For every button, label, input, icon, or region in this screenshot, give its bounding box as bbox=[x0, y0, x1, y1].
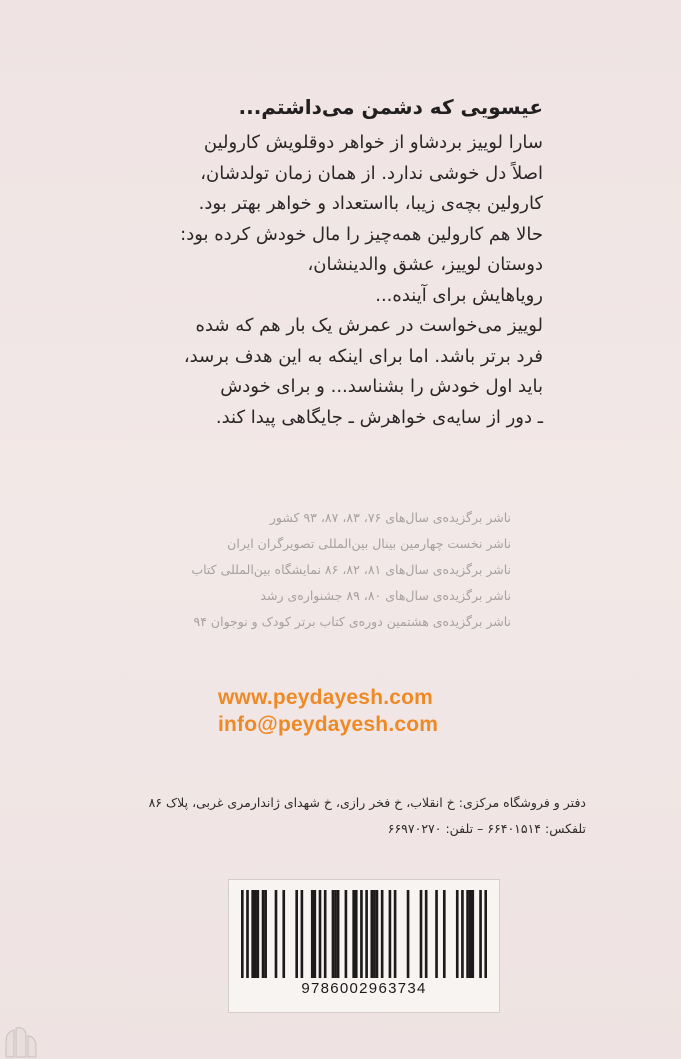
barcode-bar bbox=[311, 890, 314, 978]
publisher-logo-icon bbox=[0, 1020, 40, 1059]
barcode-bar bbox=[355, 890, 358, 978]
barcode-bar bbox=[254, 890, 257, 978]
barcode-bar bbox=[264, 890, 267, 978]
barcode-bar bbox=[345, 890, 348, 978]
blurb-line: اصلاً دل خوشی ندارد. از همان زمان تولدشان، bbox=[200, 162, 543, 184]
blurb-line: رویاهایش برای آینده... bbox=[375, 284, 543, 306]
barcode-bar bbox=[389, 890, 392, 978]
barcode-bar bbox=[360, 890, 363, 978]
barcode-bar bbox=[443, 890, 446, 978]
barcode-bar bbox=[381, 890, 384, 978]
barcode-bar bbox=[337, 890, 340, 978]
blurb-section bbox=[113, 92, 543, 433]
barcode-bar bbox=[394, 890, 397, 978]
barcode-bar bbox=[420, 890, 423, 978]
barcode-bar bbox=[295, 890, 298, 978]
barcode-bars bbox=[241, 890, 487, 978]
barcode-bar bbox=[407, 890, 410, 978]
blurb-line: ـ دور از سایه‌ی خواهرش ـ جایگاهی پیدا کند. bbox=[215, 406, 543, 428]
barcode-bar bbox=[479, 890, 482, 978]
address-section bbox=[66, 790, 586, 842]
blurb-line: باید اول خودش را بشناسد... و برای خودش bbox=[220, 376, 543, 397]
award-line: ناشر نخست چهارمین بینال بین‌المللی تصویرگران ایران bbox=[227, 536, 511, 551]
email-link[interactable]: info@peydayesh.com bbox=[218, 713, 439, 736]
barcode-bar bbox=[456, 890, 459, 978]
phone-line: تلفکس: ۶۶۴۰۱۵۱۴ – تلفن: ۶۶۹۷۰۲۷۰ bbox=[387, 821, 586, 836]
award-line: ناشر برگزیده‌ی سال‌های ۸۱، ۸۲، ۸۶ نمایشگاه بین‌المللی کتاب bbox=[191, 562, 511, 577]
barcode-bar bbox=[425, 890, 428, 978]
blurb-line: حالا هم کارولین همه‌چیز را مال خودش کرده بود: bbox=[180, 223, 543, 245]
barcode-bar bbox=[376, 890, 379, 978]
website-link[interactable]: www.peydayesh.com bbox=[218, 686, 434, 709]
contact-section bbox=[218, 684, 518, 738]
publisher-awards bbox=[91, 505, 511, 635]
barcode-bar bbox=[435, 890, 438, 978]
barcode-bar bbox=[466, 890, 469, 978]
blurb-line: لوییز می‌خواست در عمرش یک بار هم که شده bbox=[195, 315, 543, 336]
barcode-bar bbox=[262, 890, 265, 978]
barcode-bar bbox=[370, 890, 373, 978]
barcode-bar bbox=[246, 890, 249, 978]
blurb-line: دوستان لوییز، عشق والدینشان، bbox=[307, 254, 543, 275]
barcode-bar bbox=[471, 890, 474, 978]
blurb-line: سارا لوییز بردشاو از خواهر دوقلویش کارولین bbox=[203, 132, 543, 153]
blurb-line: فرد برتر باشد. اما برای اینکه به این هدف برسد، bbox=[183, 345, 543, 367]
barcode-bar bbox=[469, 890, 472, 978]
barcode-bar bbox=[241, 890, 244, 978]
blurb-line: کارولین بچه‌ی زیبا، بااستعداد و خواهر بهتر بود. bbox=[198, 193, 543, 214]
barcode-bar bbox=[251, 890, 254, 978]
barcode-bar bbox=[373, 890, 376, 978]
barcode-bar bbox=[461, 890, 464, 978]
barcode-bar bbox=[319, 890, 322, 978]
isbn-number: 9786002963734 bbox=[301, 980, 427, 997]
barcode-bar bbox=[275, 890, 278, 978]
award-line: ناشر برگزیده‌ی هشتمین دوره‌ی کتاب برتر کودک و نوجوان ۹۴ bbox=[193, 614, 511, 629]
barcode-bar bbox=[365, 890, 368, 978]
barcode-bar bbox=[334, 890, 337, 978]
barcode-bar bbox=[484, 890, 487, 978]
barcode-bar bbox=[282, 890, 285, 978]
barcode-bar bbox=[257, 890, 260, 978]
barcode-bar bbox=[324, 890, 327, 978]
barcode-bar bbox=[352, 890, 355, 978]
blurb-title: عیسویی که دشمن می‌داشتم... bbox=[238, 95, 543, 119]
barcode-bar bbox=[301, 890, 304, 978]
barcode-bar bbox=[314, 890, 317, 978]
barcode bbox=[228, 879, 500, 1013]
address-line: دفتر و فروشگاه مرکزی: خ انقلاب، خ فخر رازی، خ شهدای ژاندارمری غربی، پلاک ۸۶ bbox=[148, 795, 586, 810]
award-line: ناشر برگزیده‌ی سال‌های ۷۶، ۸۳، ۸۷، ۹۳ کشور bbox=[269, 510, 511, 525]
barcode-bar bbox=[332, 890, 335, 978]
award-line: ناشر برگزیده‌ی سال‌های ۸۰، ۸۹ جشنواره‌ی رشد bbox=[260, 588, 511, 603]
